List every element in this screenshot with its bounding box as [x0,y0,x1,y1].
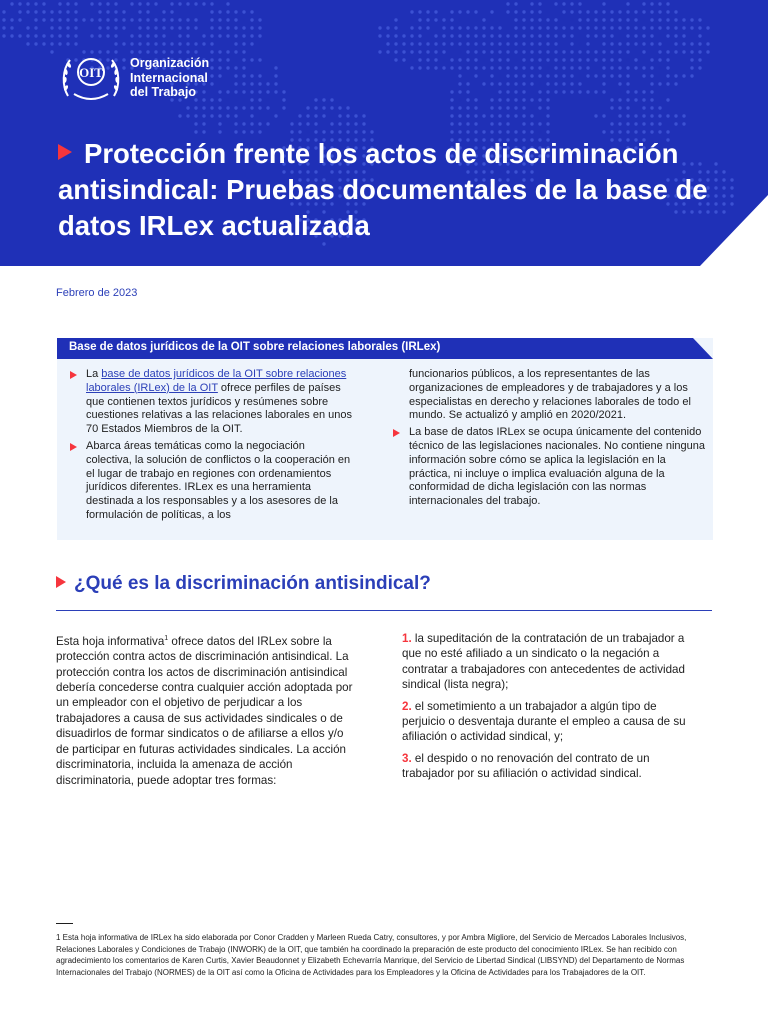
bullet-triangle-icon [70,443,77,451]
intro-text-post: ofrece datos del IRLex sobre la protección contra actos de discriminación antisindical. La protección contra los actos de discriminación antisindical debería concederse contra cualquier acción adoptada por un empleador con el objetivo de perjudicar a los trabajadores a causa de sus actividades sindicales o de disuadirlos de formar sindicatos o de afiliarse a ellos y/o de participar en futuras actividades sindicales. La acción discriminatoria, incluida la amenaza de acción discriminatoria, puede adoptar tres formas: [56,634,353,787]
bullet-triangle-icon [70,371,77,379]
ilo-logo [60,50,209,106]
section-heading-text: ¿Qué es la discriminación antisindical? [74,573,431,594]
ilo-name [130,56,209,100]
irlex-bullet-2-text: Abarca áreas temáticas como la negociación colectiva, la solución de conflictos o la cooperación en el lugar de trabajo en regiones con ordenamientos jurídicos diferentes. IRLex es una herramienta destinada a los responsables y a los asesores de la formulación de políticas, a los [86,439,351,521]
discrimination-forms-list [402,631,702,788]
list-item-text: el despido o no renovación del contrato de un trabajador por su afiliación o actividad sindical. [402,751,650,781]
irlex-bullet-3-text: La base de datos IRLex se ocupa únicamente del contenido técnico de las legislaciones nacionales. No contiene ninguna información sobre cómo se aplica la legislación en la práctica, ni incluye o implica evaluación alguna de la conformidad de dicha legislación con las normas internacionales del trabajo. [409,426,705,508]
irlex-box-right-column [393,368,705,512]
list-item [402,751,702,782]
section-heading [56,573,431,595]
list-item-text: el sometimiento a un trabajador a algún tipo de perjuicio o desventaja durante el empleo a causa de su afiliación o actividad sindical, y; [402,699,686,744]
ilo-name-line2: Internacional [130,70,208,85]
emblem-text: OIT [79,65,103,80]
footnote: 1 Esta hoja informativa de IRLex ha sido elaborada por Conor Cradden y Marleen Rueda Catry, consultores, y por Ambra Migliore, del Servicio de Mercados Laborales Inclusivos, Relaciones Laborales y Condiciones de Trabajo (INWORK) de la OIT, que también ha coordinado la preparación de este producto del conocimiento IRLex. Se han recibido con agradecimiento los comentarios de Karen Curtis, Xavier Beaudonnet y Elizabeth Echevarría Manrique, del Servicio de Libertad Sindical (LIBSYND) del Departamento de Normas Internacionales del Trabajo (NORMES) de la OIT así como la Oficina de Actividades para los Empleadores y la Oficina de Actividades para los Trabajadores de la OIT. [56,933,687,977]
list-item-text: la supeditación de la contratación de un trabajador a que no esté afiliado a un sindicato o la negación a contratar a trabajadores con antecedentes de actividad sindical (lista negra); [402,632,685,692]
irlex-bullet-1-pre: La [86,368,102,380]
intro-text-pre: Esta hoja informativa [56,634,165,648]
list-item [402,699,702,745]
irlex-info-box [57,338,713,540]
page-title-text: Protección frente los actos de discriminación antisindical: Pruebas documentales de la base de datos IRLex actualizada [58,138,708,241]
section-intro-paragraph [56,631,356,788]
irlex-box-heading: Base de datos jurídicos de la OIT sobre relaciones laborales (IRLex) [69,341,441,353]
irlex-bullet-2-continuation: funcionarios públicos, a los representantes de las organizaciones de empleadores y de trabajadores y a los especialistas en derecho y relaciones laborales de todo el mundo. Se actualizó y amplió en 2020/2021. [409,368,691,422]
irlex-bullet-1 [70,368,352,437]
publication-date: Febrero de 2023 [56,287,138,299]
section-triangle-icon [56,576,66,588]
header-banner [0,0,768,266]
bullet-triangle-icon [393,429,400,437]
irlex-bullet-3 [393,426,705,509]
page-title [58,136,758,244]
section-divider [56,610,712,611]
irlex-bullet-1-post: ofrece perfiles de países que contienen textos jurídicos y resúmenes sobre cuestiones relativas a las relaciones laborales en unos 70 Estados Miembros de la OIT. [86,381,352,436]
title-triangle-icon [58,144,72,160]
irlex-database-link[interactable]: base de datos jurídicos de la OIT sobre relaciones laborales (IRLex) de la OIT [86,368,347,394]
irlex-bullet-2 [70,440,352,523]
ilo-name-line3: del Trabajo [130,85,196,100]
list-item-number: 2. [402,699,412,713]
ilo-emblem-icon [60,50,122,106]
ilo-name-line1: Organización [130,56,210,71]
footnote-rule [56,923,73,924]
list-item-number: 3. [402,751,412,765]
irlex-box-left-column [70,368,352,526]
list-item-number: 1. [402,632,412,645]
list-item [402,631,702,693]
footnote-ref: 1 [164,635,169,642]
